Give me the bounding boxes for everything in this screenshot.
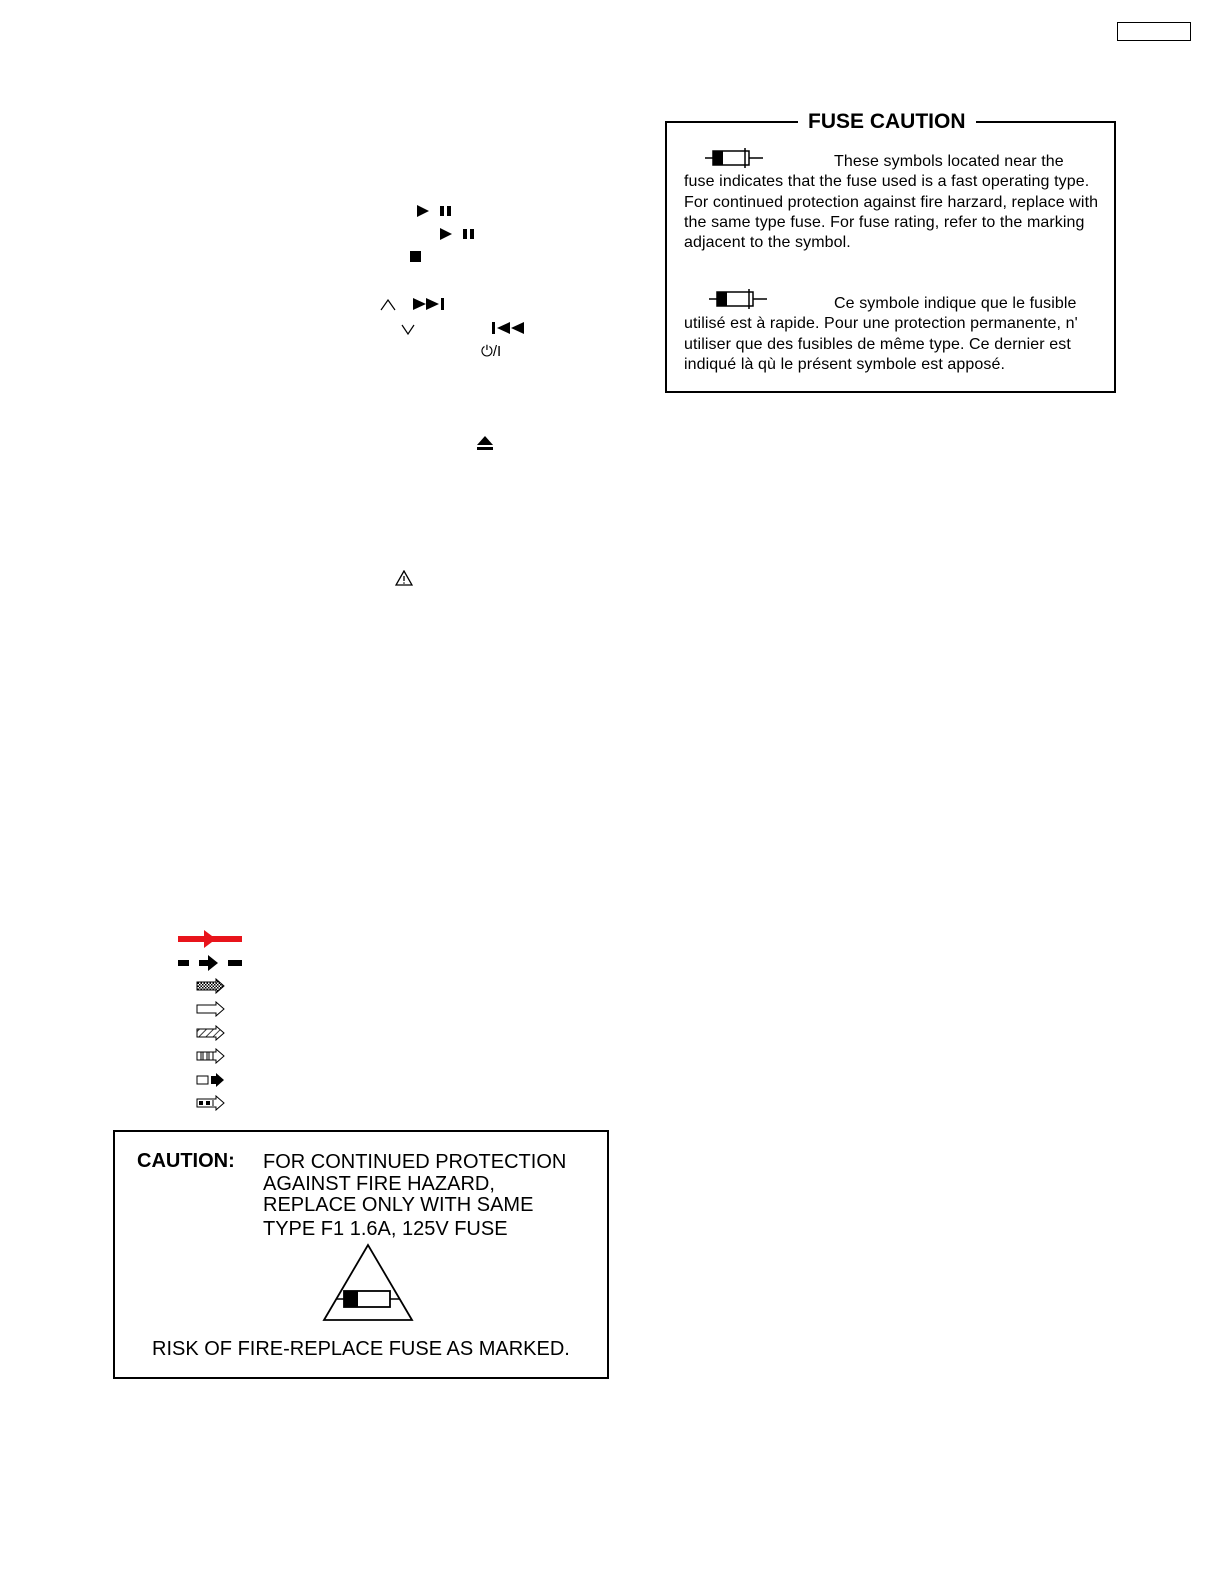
caution-line: REPLACE ONLY WITH SAME [263, 1194, 534, 1216]
skip-previous-icon [492, 321, 525, 335]
caution-box [113, 1130, 609, 1379]
hollow-arrow-icon [196, 1001, 226, 1017]
box-solid-arrow-icon [196, 1072, 226, 1088]
fuse-caution-french [684, 294, 1109, 375]
striped-arrow-icon [196, 1048, 226, 1064]
caution-line: AGAINST FIRE HAZARD, [263, 1173, 495, 1195]
red-signal-line-icon [178, 930, 244, 948]
eject-icon [477, 436, 493, 451]
fuse-caution-english [684, 152, 1109, 253]
fuse-warning-triangle-icon [322, 1243, 414, 1323]
dotted-arrow-icon [196, 1095, 226, 1111]
page-number-box [1117, 22, 1191, 41]
fuse-caution-title: FUSE CAUTION [798, 108, 976, 136]
play-pause-icon [417, 204, 453, 218]
caution-line: TYPE F1 1.6A, 125V FUSE [263, 1218, 508, 1240]
hatched-arrow-icon [196, 1025, 226, 1041]
english-body-text: fuse indicates that the fuse used is a fast operating type. For continued protection against fire harzard, replace with the same type fuse. For fuse rating, refer to the marking adjacent to the symbol. [684, 173, 1099, 252]
english-lead-text: These symbols located near the [834, 153, 1064, 170]
stop-icon [410, 251, 422, 263]
caution-footer: RISK OF FIRE-REPLACE FUSE AS MARKED. [152, 1338, 570, 1360]
checkered-arrow-icon [196, 978, 226, 994]
warning-triangle-icon [395, 570, 413, 586]
power-icon: ⏻/I [481, 343, 502, 360]
caution-line: FOR CONTINUED PROTECTION [263, 1151, 567, 1173]
fuse-caution-box [665, 121, 1116, 393]
up-caret-icon [380, 299, 396, 311]
down-caret-icon [401, 324, 415, 335]
caution-label: CAUTION: [137, 1150, 235, 1172]
french-lead-text: Ce symbole indique que le fusible [834, 295, 1077, 312]
french-body-text: utilisé est à rapide. Pour une protection permanente, n' utiliser que des fusibles de même type. Ce dernier est indiqué là qù le présent symbole est apposé. [684, 315, 1078, 373]
skip-next-icon [413, 297, 447, 311]
play-pause-icon [440, 227, 476, 241]
dashed-signal-line-icon [178, 954, 244, 972]
